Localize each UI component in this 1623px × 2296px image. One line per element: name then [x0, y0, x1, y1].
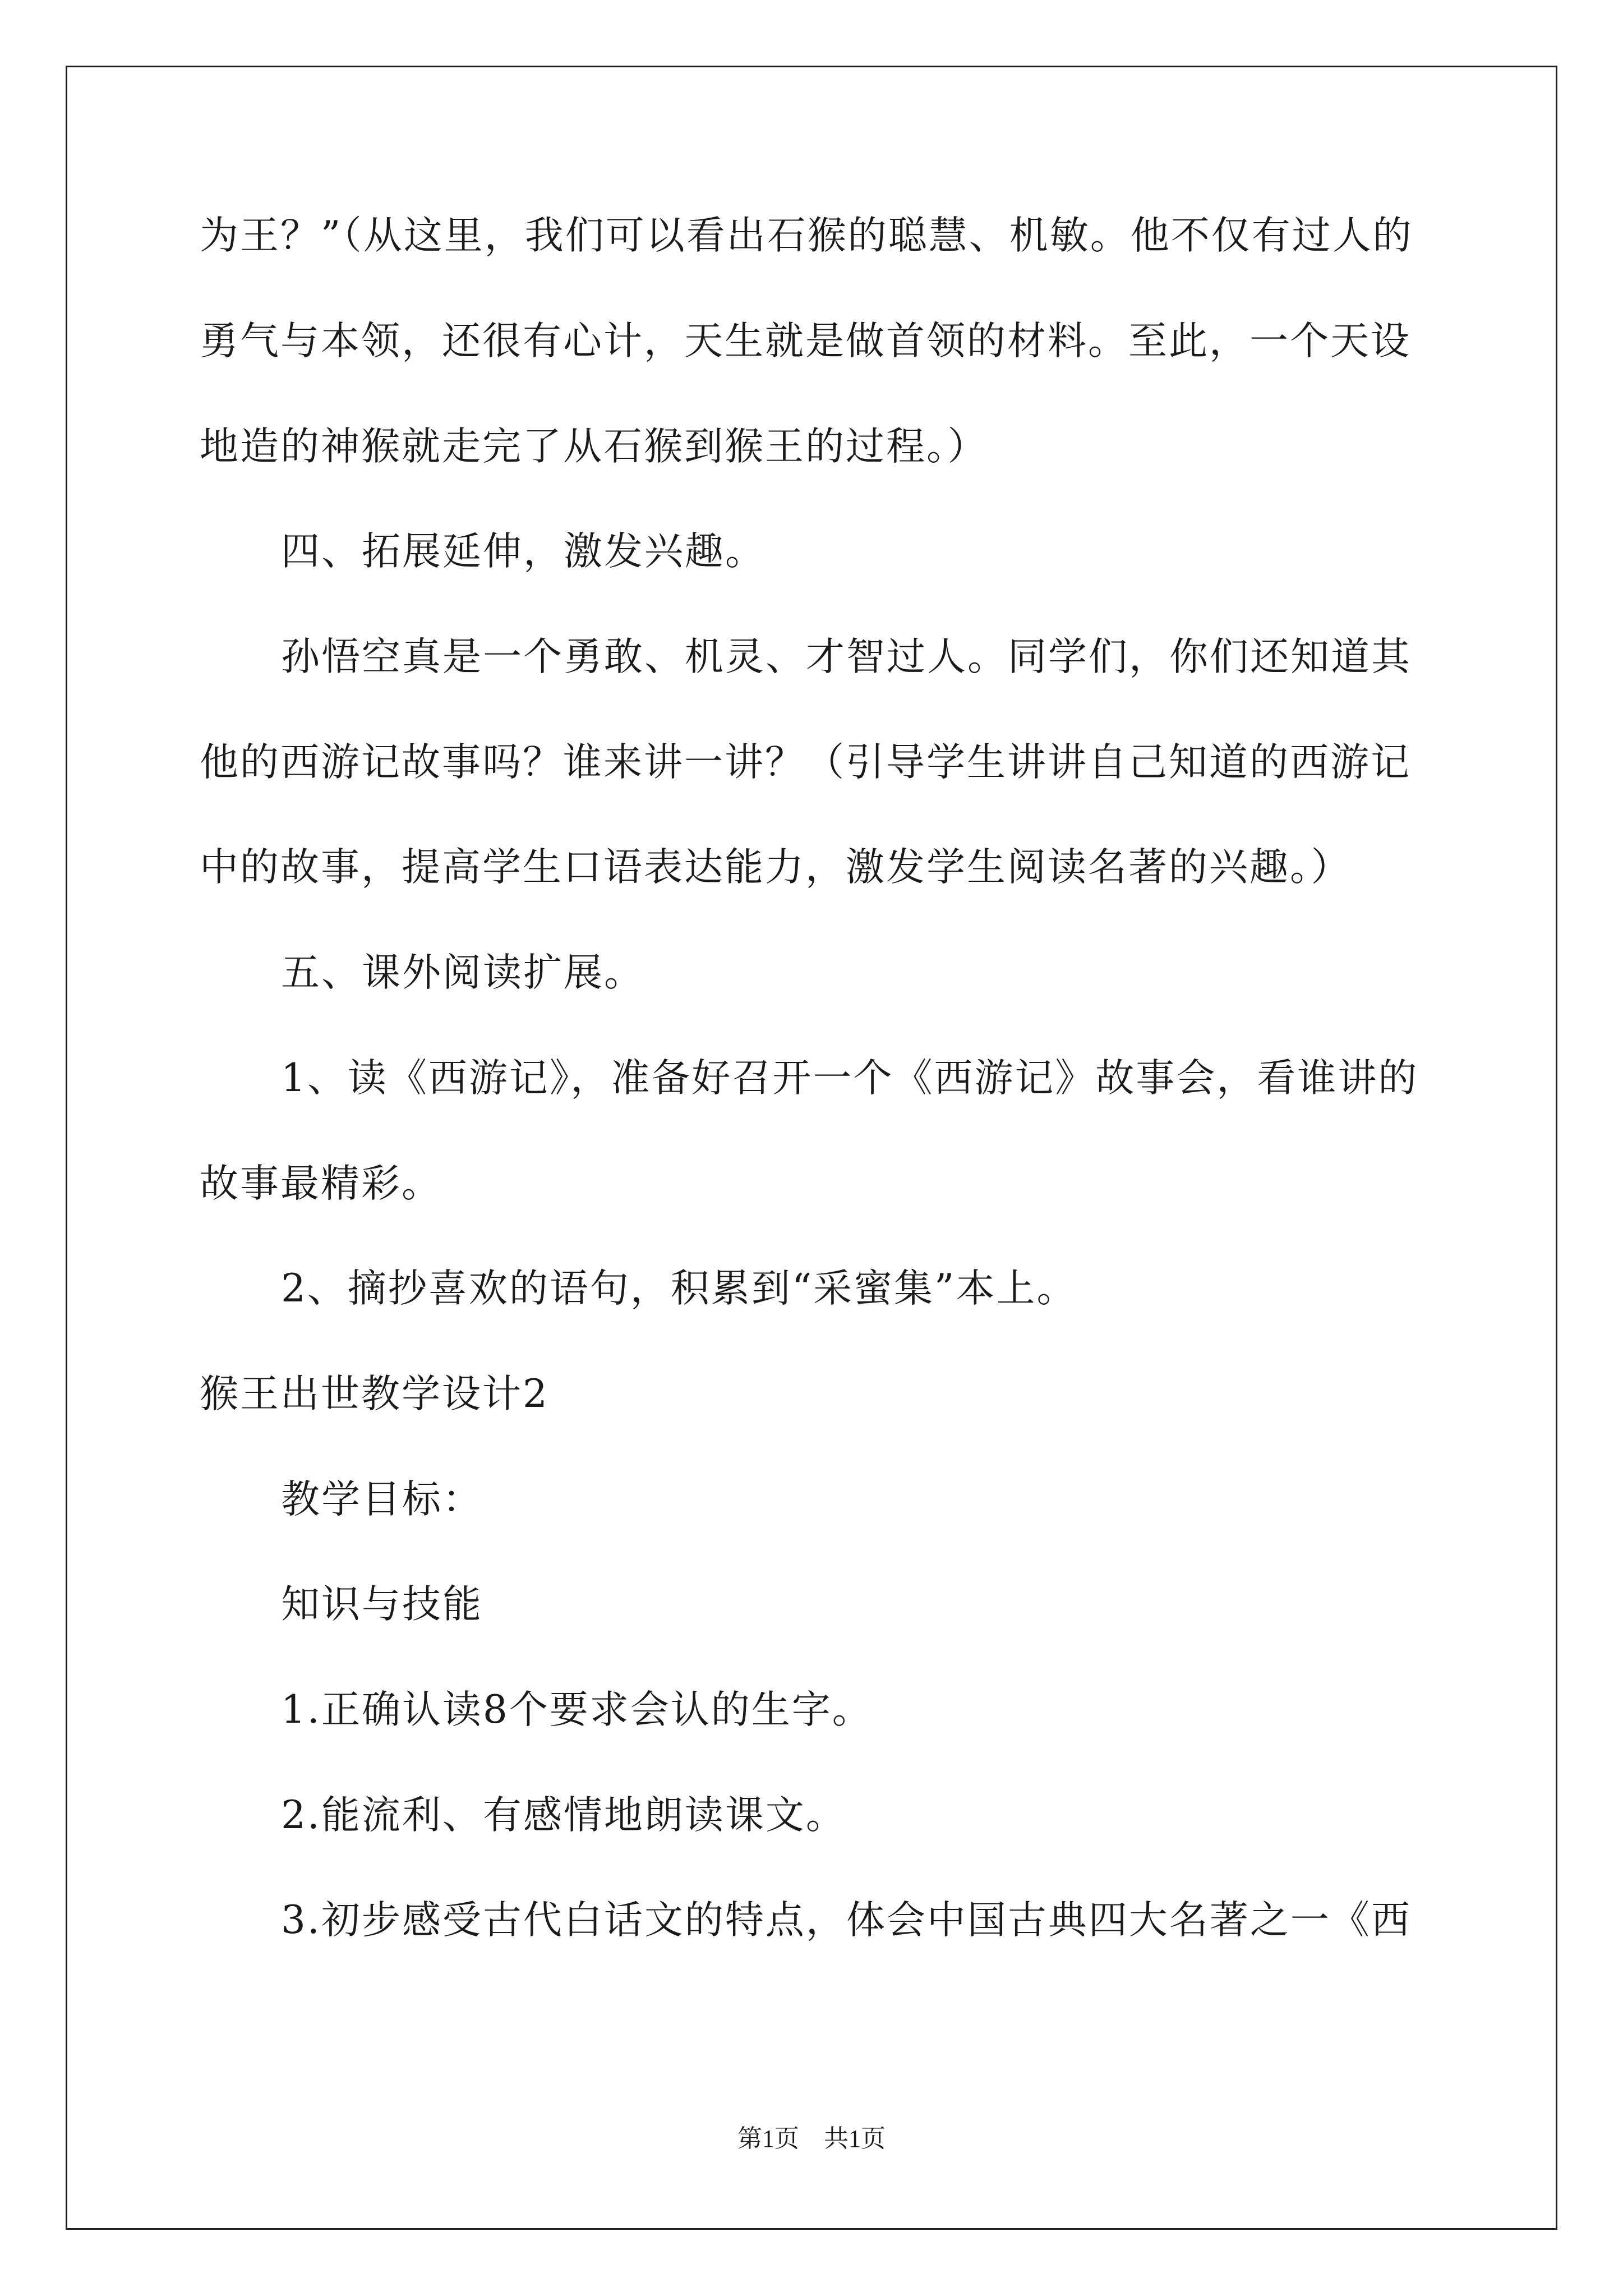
section-heading: 五、课外阅读扩展。 — [281, 950, 644, 995]
list-item: 2.能流利、有感情地朗读课文。 — [281, 1793, 846, 1838]
list-item: 2、摘抄喜欢的语句，积累到“采蜜集”本上。 — [281, 1266, 1077, 1311]
list-item: 3.初步感受古代白话文的特点，体会中国古典四大名著之一《西 — [281, 1898, 1412, 1943]
text-line: 勇气与本领，还很有心计，天生就是做首领的材料。至此，一个天设 — [200, 319, 1411, 364]
section-heading: 四、拓展延伸，激发兴趣。 — [281, 529, 766, 574]
document-title: 猴王出世教学设计2 — [200, 1372, 549, 1416]
list-item: 1、读《西游记》，准备好召开一个《西游记》故事会，看谁讲的 — [281, 1056, 1419, 1101]
list-item: 1.正确认读8个要求会认的生字。 — [281, 1687, 873, 1732]
subsection-heading: 知识与技能 — [281, 1582, 483, 1627]
text-line: 他的西游记故事吗？谁来讲一讲？（引导学生讲讲自己知道的西游记 — [200, 740, 1411, 785]
page-number-footer: 第1页 共1页 — [737, 2125, 886, 2152]
text-line: 故事最精彩。 — [200, 1161, 442, 1206]
text-line: 孙悟空真是一个勇敢、机灵、才智过人。同学们，你们还知道其 — [281, 634, 1412, 679]
section-heading: 教学目标： — [281, 1477, 483, 1522]
text-line: 中的故事，提高学生口语表达能力，激发学生阅读名著的兴趣。） — [200, 845, 1352, 890]
text-line: 为王？”（从这里，我们可以看出石猴的聪慧、机敏。他不仅有过人的 — [200, 213, 1413, 258]
text-line: 地造的神猴就走完了从石猴到猴王的过程。） — [200, 424, 988, 469]
